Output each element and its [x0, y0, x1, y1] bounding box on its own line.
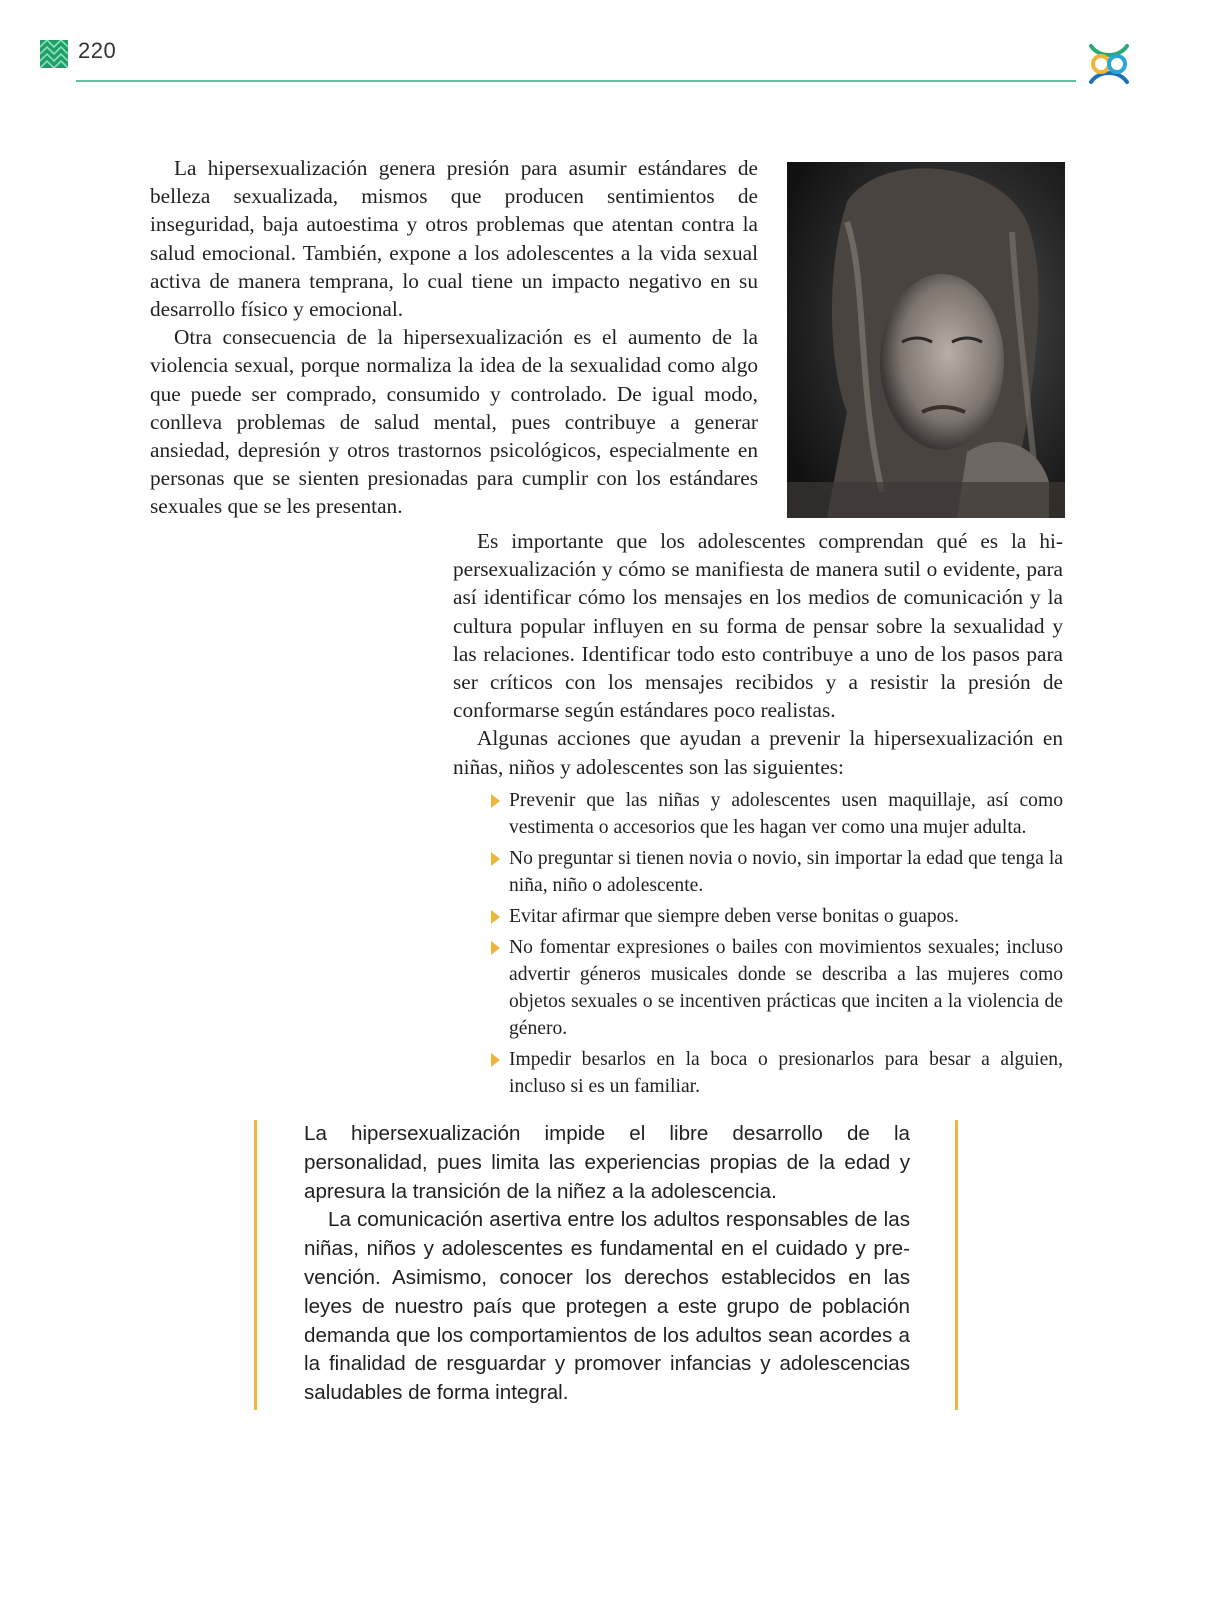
prevention-actions-list: [453, 787, 1063, 1100]
green-pattern-emblem-icon: [40, 40, 68, 68]
highlight-callout: [254, 1120, 958, 1410]
list-item: No fomentar expresiones o bailes con movimientos sexuales; incluso advertir géneros musicales donde se describa a las mujeres como objetos sexuales o se incentiven prácticas que inciten a la violencia de género.: [509, 934, 1063, 1042]
callout-left-bar: [254, 1120, 257, 1410]
page-number: 220: [78, 38, 117, 63]
callout-paragraph-development: La hipersexualización impide el libre desarrollo de la personalidad, pues limita las experiencias propias de la edad y apresura la transición de la niñez a la adolescencia.: [304, 1122, 910, 1203]
callout-paragraph-communication: La comunicación asertiva entre los adultos responsables de las niñas, niños y adolescentes es fundamental en el cuidado y prevención. Asimismo, conocer los derechos establecidos en las leyes de nuestro país que protegen a este grupo de población demanda que los comportamientos de los adultos sean acordes a la finalidad de resguardar y promover infancias y adolescencias saludables de forma integral.: [304, 1208, 910, 1405]
paragraph-actions-intro: Algunas acciones que ayudan a prevenir la hipersexualización en niñas, niños y adolescentes son las siguientes:: [453, 726, 1063, 779]
triangle-bullet-icon: [491, 1053, 500, 1067]
list-item: Impedir besarlos en la boca o presionarlos para besar a alguien, incluso si es un familiar.: [509, 1046, 1063, 1100]
list-item: Evitar afirmar que siempre deben verse bonitas o guapos.: [509, 903, 1063, 930]
header-rule: [76, 80, 1076, 82]
triangle-bullet-icon: [491, 941, 500, 955]
distressed-woman-photo: [787, 162, 1065, 518]
paragraph-importance: Es importante que los adolescentes comprendan qué es la hipersexualización y cómo se manifiesta de manera sutil o evidente, para así identificar cómo los mensajes en los medios de comunicación y la cultura popular influyen en su forma de pensar sobre la sexualidad y las relaciones. Identificar todo esto contribuye a uno de los pasos para ser críticos con los mensajes recibidos y a resistir la presión de conformarse según estándares poco realistas.: [453, 529, 1063, 723]
triangle-bullet-icon: [491, 852, 500, 866]
intro-column: [150, 154, 758, 521]
page-header: [0, 0, 1214, 100]
callout-text: [304, 1120, 910, 1408]
triangle-bullet-icon: [491, 794, 500, 808]
paragraph-pressure: La hipersexualización genera presión para asumir estándares de belleza sexualizada, mismos que producen sentimientos de inseguridad, baja autoestima y otros problemas que atentan contra la salud emocional. También, expone a los adolescentes a la vida sexual activa de manera temprana, lo cual tiene un impacto negativo en su desarrollo físico y emocional.: [150, 156, 758, 322]
list-item: No preguntar si tienen novia o novio, sin importar la edad que tenga la niña, niño o adolescente.: [509, 845, 1063, 899]
x-figure-logo-icon: [1085, 40, 1133, 88]
prevention-column: [453, 527, 1063, 1104]
paragraph-violence: Otra consecuencia de la hipersexualización es el aumento de la violencia sexual, porque normaliza la idea de la sexualidad como algo que puede ser comprado, consumido y controlado. De igual modo, conlleva problemas de salud mental, pues contribuye a generar ansiedad, depresión y otros trastornos psicológicos, especialmente en personas que se sienten presionadas para cumplir con los estándares sexuales que se les presentan.: [150, 325, 758, 519]
list-item: Prevenir que las niñas y adolescentes usen maquillaje, así como vestimenta o accesorios que les hagan ver como una mujer adulta.: [509, 787, 1063, 841]
callout-right-bar: [955, 1120, 958, 1410]
triangle-bullet-icon: [491, 910, 500, 924]
